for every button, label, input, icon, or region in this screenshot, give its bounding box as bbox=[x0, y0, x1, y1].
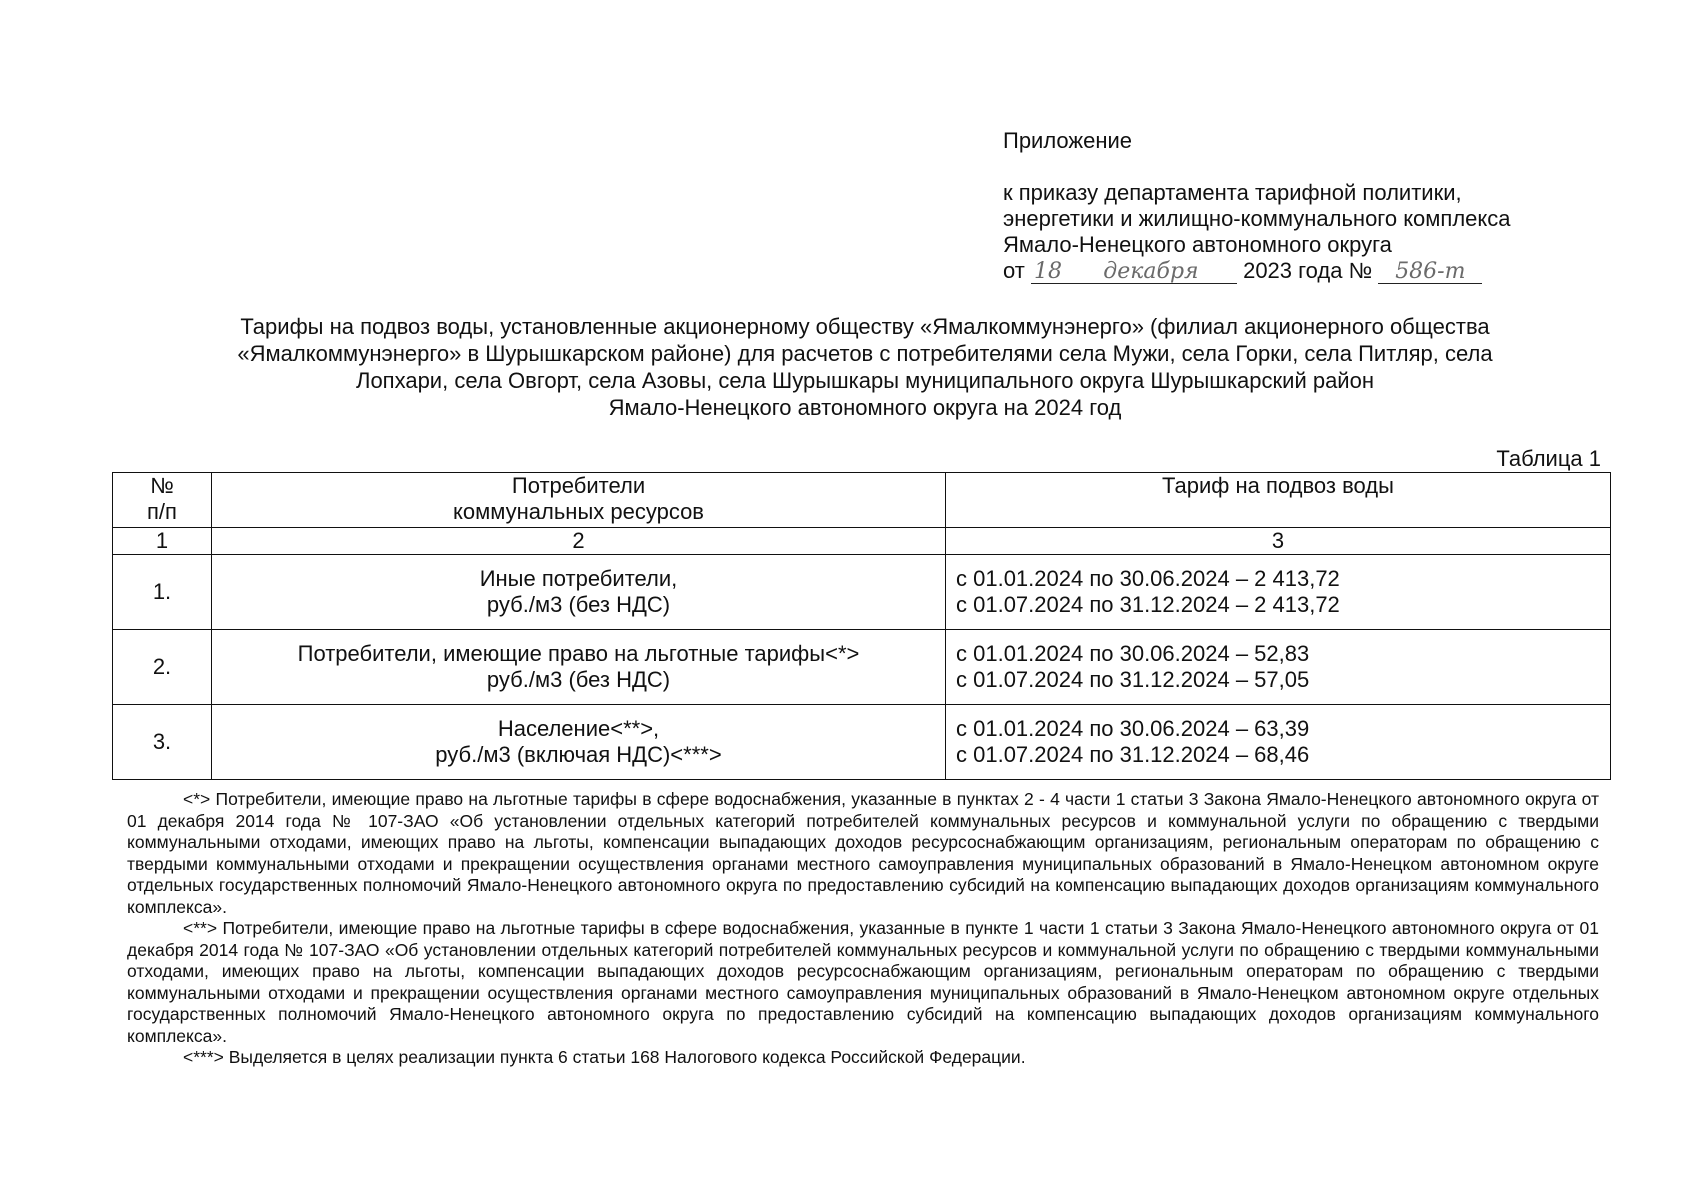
consumer-cell bbox=[212, 630, 946, 705]
tariffs-table bbox=[112, 472, 1611, 780]
title-line-2: «Ямалкоммунэнерго» в Шурышкарском районе) для расчетов с потребителями села Мужи, села Горки, села Питляр, села bbox=[237, 341, 1493, 366]
year-text: 2023 года № bbox=[1243, 258, 1373, 283]
header-tariff-text: Тариф на подвоз воды bbox=[1162, 473, 1394, 498]
appendix-title: Приложение bbox=[1003, 128, 1133, 153]
header-number-line-2: п/п bbox=[147, 499, 177, 524]
handwritten-month: декабря bbox=[1065, 261, 1237, 284]
column-number-cell: 1 bbox=[113, 528, 212, 555]
title-line-1: Тарифы на подвоз воды, установленные акционерному обществу «Ямалкоммунэнерго» (филиал акционерного общества bbox=[240, 314, 1490, 339]
table-row bbox=[113, 555, 1611, 630]
appendix-line-1: к приказу департамента тарифной политики, bbox=[1003, 180, 1462, 205]
appendix-block bbox=[1003, 128, 1623, 284]
table-caption: Таблица 1 bbox=[1496, 446, 1601, 471]
header-consumers-line-2: коммунальных ресурсов bbox=[453, 499, 704, 524]
header-number-cell bbox=[113, 473, 212, 528]
row-number-cell: 2. bbox=[113, 630, 212, 705]
tariff-line-1: с 01.01.2024 по 30.06.2024 – 52,83 bbox=[956, 641, 1310, 666]
tariff-line-2: с 01.07.2024 по 31.12.2024 – 57,05 bbox=[956, 667, 1310, 692]
column-number-cell: 3 bbox=[946, 528, 1611, 555]
consumer-line-1: Потребители, имеющие право на льготные тарифы<*> bbox=[297, 641, 860, 666]
appendix-date-line bbox=[1003, 258, 1623, 284]
table-row bbox=[113, 630, 1611, 705]
column-number-cell: 2 bbox=[212, 528, 946, 555]
consumer-line-2: руб./м3 (без НДС) bbox=[486, 667, 671, 692]
table-header-row bbox=[113, 473, 1611, 528]
title-line-4: Ямало-Ненецкого автономного округа на 2024 год bbox=[608, 395, 1122, 420]
tariff-cell bbox=[946, 705, 1611, 780]
footnote-2: <**> Потребители, имеющие право на льготные тарифы в сфере водоснабжения, указанные в пункте 1 части 1 статьи 3 Закона Ямало-Ненецкого автономного округа от 01 декабря 2014 года № 107-ЗАО «Об установлении отдельных категорий потребителей коммунальных ресурсов и коммунальной услуги по обращению с твердыми коммунальными отходами, имеющих право на льготы, компенсации выпадающих доходов ресурсоснабжающим организациям, региональным операторам по обращению с твердыми коммунальными отходами и прекращении осуществления органами местного самоуправления муниципальных образований в Ямало-Ненецком автономном округе отдельных государственных полномочий Ямало-Ненецкого автономного округа по предоставлению субсидий на компенсацию выпадающих доходов организациям коммунального комплекса». bbox=[127, 918, 1599, 1046]
title-line-3: Лопхари, села Овгорт, села Азовы, села Шурышкары муниципального округа Шурышкарский район bbox=[356, 368, 1374, 393]
header-consumers-line-1: Потребители bbox=[511, 473, 646, 498]
column-number-row bbox=[113, 528, 1611, 555]
row-number-cell: 1. bbox=[113, 555, 212, 630]
header-consumers-cell bbox=[212, 473, 946, 528]
consumer-line-1: Иные потребители, bbox=[479, 566, 678, 591]
consumer-cell bbox=[212, 555, 946, 630]
document-title bbox=[110, 313, 1620, 421]
tariff-cell bbox=[946, 630, 1611, 705]
footnote-1: <*> Потребители, имеющие право на льготные тарифы в сфере водоснабжения, указанные в пунктах 2 - 4 части 1 статьи 3 Закона Ямало-Ненецкого автономного округа от 01 декабря 2014 года № 107-ЗАО «Об установлении отдельных категорий потребителей коммунальных ресурсов и коммунальной услуги по обращению с твердыми коммунальными отходами, имеющих право на льготы, компенсации выпадающих доходов ресурсоснабжающим организациям, региональным операторам по обращению с твердыми коммунальными отходами и прекращении осуществления органами местного самоуправления муниципальных образований в Ямало-Ненецком автономном округе отдельных государственных полномочий Ямало-Ненецкого автономного округа по предоставлению субсидий на компенсацию выпадающих доходов организациям коммунального комплекса». bbox=[127, 789, 1599, 917]
tariff-cell bbox=[946, 555, 1611, 630]
tariff-line-1: с 01.01.2024 по 30.06.2024 – 2 413,72 bbox=[956, 566, 1340, 591]
handwritten-day: 18 bbox=[1031, 261, 1065, 284]
footnote-3: <***> Выделяется в целях реализации пункта 6 статьи 168 Налогового кодекса Российской Федерации. bbox=[183, 1047, 1026, 1067]
appendix-line-3: Ямало-Ненецкого автономного округа bbox=[1003, 232, 1392, 257]
header-number-line-1: № bbox=[150, 473, 174, 498]
header-tariff-cell bbox=[946, 473, 1611, 528]
appendix-line-2: энергетики и жилищно-коммунального комплекса bbox=[1003, 206, 1511, 231]
consumer-line-1: Население<**>, bbox=[497, 716, 660, 741]
tariff-line-1: с 01.01.2024 по 30.06.2024 – 63,39 bbox=[956, 716, 1310, 741]
consumer-line-2: руб./м3 (без НДС) bbox=[486, 592, 671, 617]
row-number-cell: 3. bbox=[113, 705, 212, 780]
consumer-cell bbox=[212, 705, 946, 780]
tariff-line-2: с 01.07.2024 по 31.12.2024 – 68,46 bbox=[956, 742, 1310, 767]
table-row bbox=[113, 705, 1611, 780]
handwritten-order-number: 586-т bbox=[1378, 261, 1482, 284]
footnotes bbox=[127, 789, 1599, 1069]
date-prefix: от bbox=[1003, 258, 1025, 283]
tariff-line-2: с 01.07.2024 по 31.12.2024 – 2 413,72 bbox=[956, 592, 1340, 617]
consumer-line-2: руб./м3 (включая НДС)<***> bbox=[435, 742, 722, 767]
